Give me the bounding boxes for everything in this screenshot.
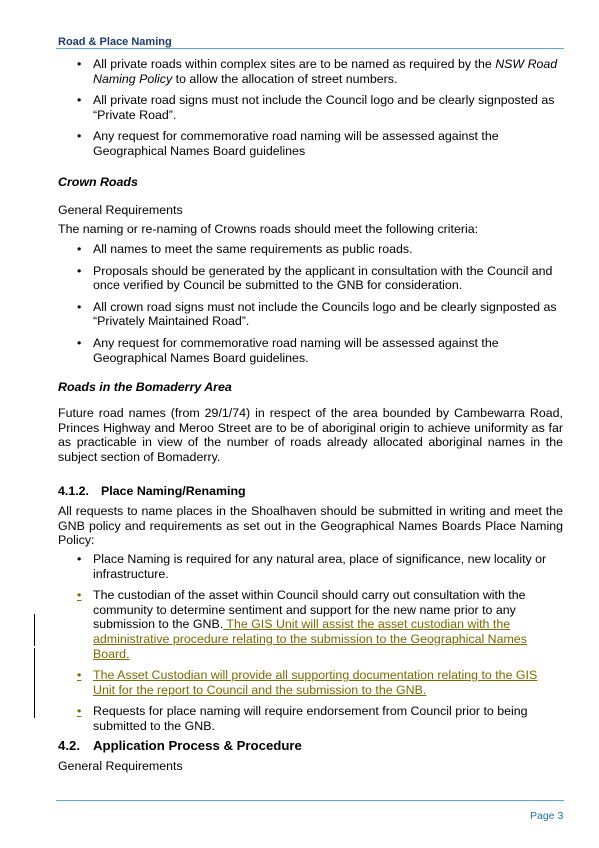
list-item: • The custodian of the asset within Council should carry out consultation with the community to determine sentiment and support for the new name prior to any submission to the GNB. The GIS Unit will assist the asset custodian with the administrative procedure relating to the submission to the Geographical Names Board. [77, 588, 527, 661]
bullet-icon: • [77, 668, 82, 683]
policy-reference: NSW Road Naming Policy [93, 57, 558, 86]
section-title: Application Process & Procedure [93, 738, 302, 753]
place-naming-intro: All requests to name places in the Shoalhaven should be submitted in writing and meet the GNB policy and requirements as set out in the Geographical Names Boards Place Naming Policy: [58, 504, 563, 548]
footer-divider [56, 800, 564, 801]
bomaderry-heading: Roads in the Bomaderry Area [58, 380, 232, 394]
list-item: • Requests for place naming will require endorsement from Council prior to being submitted to the GNB. [77, 704, 528, 733]
section-heading-4-2 [58, 738, 302, 753]
private-roads-list [58, 57, 558, 159]
crown-roads-intro: The naming or re-naming of Crowns roads should meet the following criteria: [58, 222, 479, 236]
change-bar [34, 648, 35, 718]
running-header: Road & Place Naming [58, 36, 172, 48]
section-title: Place Naming/Renaming [101, 484, 246, 498]
header-divider [56, 48, 564, 49]
page-number: Page 3 [530, 810, 564, 822]
section-heading-4-1-2 [58, 484, 246, 498]
bullet-icon: • [77, 129, 82, 144]
list-item: • All crown road signs must not include the Councils logo and be clearly signposted as “Privately Maintained Road”. [77, 299, 557, 329]
bomaderry-paragraph: Future road names (from 29/1/74) in respect of the area bounded by Cambewarra Road, Princes Highway and Meroo Street are to be of aboriginal origin to achieve uniformity as far as practicable in view of the number of roads already allocated aboriginal names in the subject section of Bomaderry. [58, 406, 563, 464]
crown-roads-heading: Crown Roads [58, 175, 138, 189]
section-number: 4.2. [58, 738, 80, 753]
crown-roads-list [58, 242, 558, 365]
tracked-insertion: The GIS Unit will assist the asset custodian with the administrative procedure relating to the submission to the Geographical Names Board. [93, 617, 527, 661]
bullet-icon: • [77, 552, 82, 566]
list-item: • All names to meet the same requirements as public roads. [77, 242, 413, 256]
bullet-icon: • [77, 588, 82, 603]
list-item: • Any request for commemorative road naming will be assessed against the Geographical Names Board guidelines [77, 129, 499, 158]
crown-roads-subheading: General Requirements [58, 203, 183, 217]
bullet-icon: • [77, 57, 82, 71]
list-item: • All private road signs must not include the Council logo and be clearly signposted as “Private Road”. [77, 93, 555, 122]
list-item: • Proposals should be generated by the applicant in consultation with the Council and once verified by Council be submitted to the GNB for consideration. [77, 263, 553, 293]
application-subheading: General Requirements [58, 759, 183, 773]
list-item: • All private roads within complex sites are to be named as required by the NSW Road Naming Policy to allow the allocation of street numbers. [77, 57, 558, 86]
bullet-icon: • [77, 335, 82, 350]
place-naming-list [58, 552, 558, 734]
bullet-icon: • [77, 263, 82, 278]
list-item: • Place Naming is required for any natural area, place of significance, new locality or infrastructure. [77, 552, 547, 581]
list-item [58, 668, 558, 697]
section-number: 4.1.2. [58, 484, 90, 498]
bullet-icon: • [77, 93, 82, 108]
bullet-icon: • [77, 704, 82, 719]
bullet-icon: • [77, 242, 82, 256]
list-item: • Any request for commemorative road naming will be assessed against the Geographical Names Board guidelines. [77, 335, 499, 365]
change-bar [34, 614, 35, 646]
bullet-icon: • [77, 299, 82, 314]
tracked-insertion: The Asset Custodian will provide all supporting documentation relating to the GIS Unit for the report to Council and the submission to the GNB. [93, 668, 538, 697]
